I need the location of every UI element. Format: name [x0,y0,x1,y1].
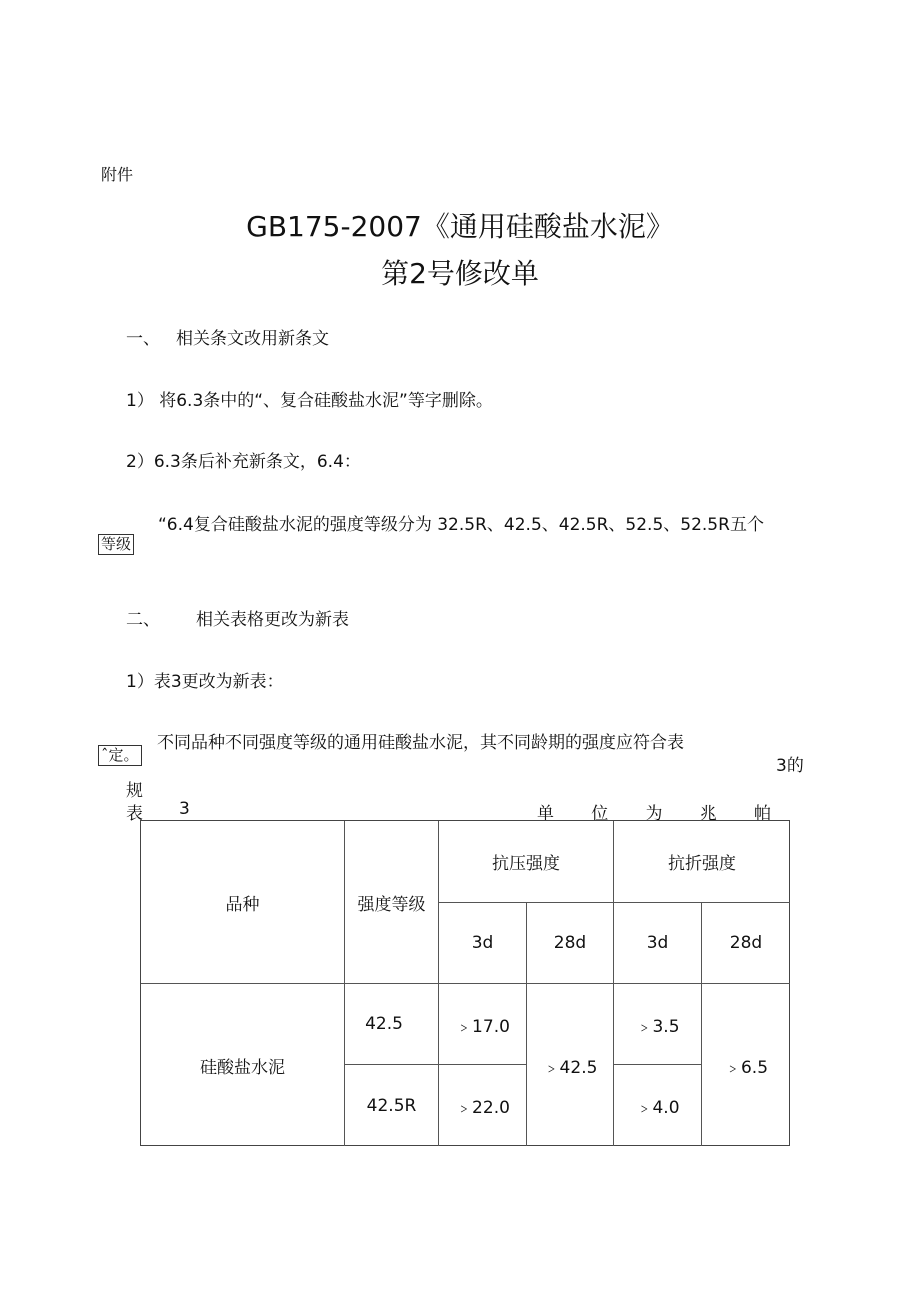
unit-char: 帕 [754,804,771,824]
header-variety: 品种 [225,894,260,915]
paragraph-boxed-text: ˆ定。 [98,745,142,766]
table-number: 3 [179,799,190,819]
section1-heading-number: 一、 [126,329,160,349]
cell-comp-3d: ﹥17.0 [455,1016,510,1037]
table-label: 表 [126,804,143,824]
header-flex-3d: 3d [646,933,669,953]
cell-variety: 硅酸盐水泥 [200,1057,285,1078]
header-comp-3d: 3d [471,933,494,953]
unit-char: 位 [591,804,609,824]
header-flexural: 抗折强度 [668,854,736,874]
header-compressive: 抗压强度 [492,854,560,874]
attachment-label: 附件 [101,165,134,184]
cell-comp-3d: ﹥22.0 [455,1098,510,1118]
document-subtitle: 第2号修改单 [381,257,539,290]
section2-item1: 1）表3更改为新表： [126,672,284,692]
paragraph-gui: 规 [126,781,143,801]
cell-grade: 42.5 [365,1014,403,1034]
section2-heading-number: 二、 [126,610,160,630]
section1-item2: 2）6.3条后补充新条文，6.4： [126,452,361,472]
section1-quote: “6.4复合硅酸盐水泥的强度等级分为 32.5R、42.5、42.5R、52.5、52.5R五个 [158,515,764,535]
section2-heading: 相关表格更改为新表 [196,610,349,630]
cell-comp-28d: ﹥42.5 [542,1057,598,1078]
document-title: GB175-2007《通用硅酸盐水泥》 [246,210,674,243]
header-comp-28d: 28d [553,933,587,953]
cell-flex-3d: ﹥3.5 [635,1016,680,1037]
paragraph-table-ref: 3的 [776,756,804,776]
quote-boxed-text: 等级 [98,534,134,555]
section2-paragraph: 不同品种不同强度等级的通用硅酸盐水泥，其不同龄期的强度应符合表 [157,733,684,753]
section1-item1: 1） 将6.3条中的“、复合硅酸盐水泥”等字删除。 [126,391,493,411]
unit-char: 单 [537,804,554,824]
unit-char: 为 [645,804,663,824]
header-grade: 强度等级 [357,894,426,915]
header-flex-28d: 28d [729,933,763,953]
cell-flex-3d: ﹥4.0 [635,1098,680,1118]
section1-heading: 相关条文改用新条文 [176,329,329,349]
cell-grade: 42.5R [366,1095,417,1116]
cell-flex-28d: ﹥6.5 [723,1057,769,1078]
strength-table [140,820,790,1146]
unit-char: 兆 [699,804,717,824]
